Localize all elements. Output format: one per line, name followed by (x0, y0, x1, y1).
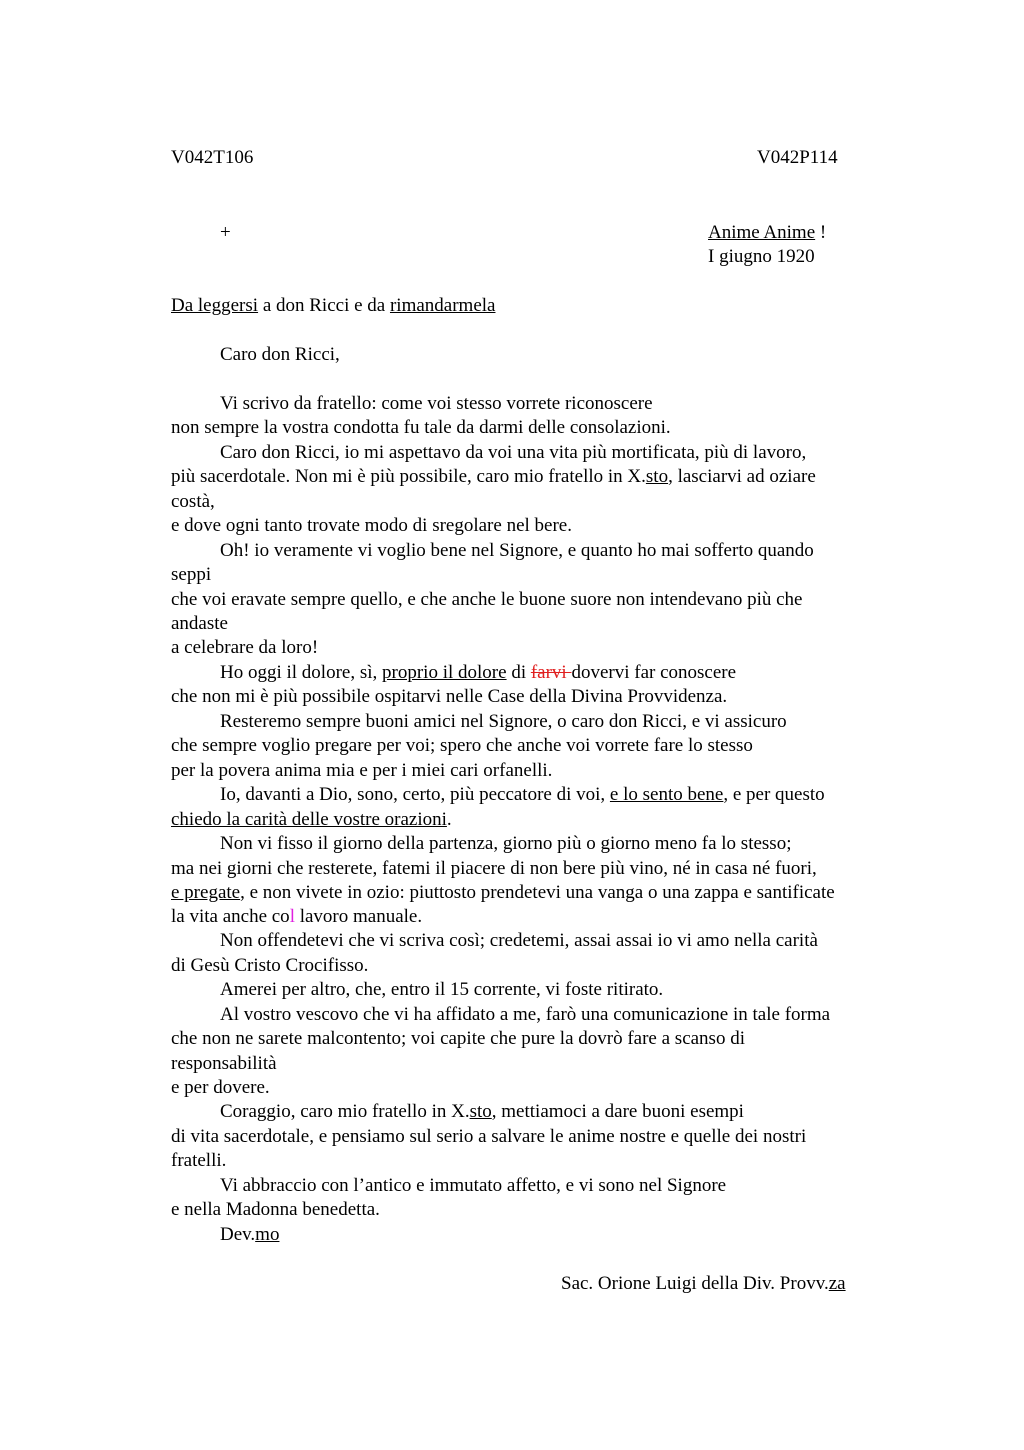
deleted-text: farvi (530, 662, 572, 683)
body-line: responsabilità (171, 1053, 277, 1074)
body-span: mo (255, 1224, 280, 1245)
body-line: e nella Madonna benedetta. (171, 1199, 380, 1220)
body-line (220, 1100, 744, 1124)
body-span: , e non vivete in ozio: piuttosto prendetevi una vanga o una zappa e santificate (240, 882, 835, 903)
body-line: che sempre voglio pregare per voi; spero che anche voi vorrete fare lo stesso (171, 735, 753, 756)
body-line (171, 905, 422, 929)
body-span: Coraggio, caro mio fratello in X. (220, 1101, 470, 1122)
instruction-part: a don Ricci e da (258, 295, 390, 316)
body-span: . (446, 809, 452, 830)
inserted-letter: l (289, 906, 295, 927)
body-span: e lo sento bene (609, 784, 724, 805)
body-span: dovervi far conoscere (571, 662, 737, 683)
body-span: chiedo la carità delle vostre orazioni (171, 809, 447, 830)
body-span: Io, davanti a Dio, sono, certo, più peccatore di voi, (220, 784, 610, 805)
body-line (171, 808, 452, 832)
archive-code-left: V042T106 (171, 147, 254, 168)
motto-exclamation: ! (815, 222, 827, 243)
body-line: andaste (171, 613, 228, 634)
body-span: sto (469, 1101, 492, 1122)
body-line: seppi (171, 564, 212, 585)
body-line: Amerei per altro, che, entro il 15 corrente, vi foste ritirato. (220, 979, 664, 1000)
signature-abbrev: za (828, 1273, 846, 1294)
body-line: che non mi è più possibile ospitarvi nelle Case della Divina Provvidenza. (171, 686, 728, 707)
body-line: Vi abbraccio con l’antico e immutato affetto, e vi sono nel Signore (220, 1175, 727, 1196)
body-line: di Gesù Cristo Crocifisso. (171, 955, 369, 976)
body-line: che voi eravate sempre quello, e che anche le buone suore non intendevano più che (171, 589, 803, 610)
body-span: , e per questo (723, 784, 825, 805)
body-span: sto (645, 466, 669, 487)
cross-mark: + (220, 222, 231, 243)
salutation: Caro don Ricci, (220, 344, 340, 365)
body-span: lavoro manuale. (294, 906, 423, 927)
body-line (171, 465, 816, 489)
body-line: che non ne sarete malcontento; voi capite che pure la dovrò fare a scanso di (171, 1028, 745, 1049)
body-span: proprio il dolore (382, 662, 507, 683)
body-line: Vi scrivo da fratello: come voi stesso vorrete riconoscere (220, 393, 653, 414)
instruction-part: Da leggersi (171, 295, 259, 316)
body-line: a celebrare da loro! (171, 637, 319, 658)
body-line: ma nei giorni che resterete, fatemi il piacere di non bere più vino, né in casa né fuori, (171, 858, 817, 879)
body-line (171, 881, 835, 905)
letter-date: I giugno 1920 (708, 246, 815, 267)
body-span: e pregate (171, 882, 241, 903)
body-line: e per dovere. (171, 1077, 270, 1098)
body-line: non sempre la vostra condotta fu tale da darmi delle consolazioni. (171, 417, 671, 438)
body-line: costà, (171, 491, 215, 512)
motto-text: Anime Anime (708, 222, 816, 243)
body-line: Al vostro vescovo che vi ha affidato a me, farò una comunicazione in tale forma (220, 1004, 831, 1025)
closing-line (220, 1223, 279, 1247)
body-line: per la povera anima mia e per i miei cari orfanelli. (171, 760, 553, 781)
body-line: Oh! io veramente vi voglio bene nel Signore, e quanto ho mai sofferto quando (220, 540, 814, 561)
body-line (220, 661, 736, 685)
body-line (220, 783, 825, 807)
instruction-line (171, 294, 495, 318)
signature (561, 1272, 846, 1296)
body-span: la vita anche co (171, 906, 290, 927)
archive-code-right: V042P114 (757, 147, 838, 168)
body-line: e dove ogni tanto trovate modo di sregolare nel bere. (171, 515, 572, 536)
body-line: Caro don Ricci, io mi aspettavo da voi una vita più mortificata, più di lavoro, (220, 442, 807, 463)
body-line: Resteremo sempre buoni amici nel Signore, o caro don Ricci, e vi assicuro (220, 711, 787, 732)
body-line: Non offendetevi che vi scriva così; credetemi, assai assai io vi amo nella carità (220, 930, 818, 951)
body-line: Non vi fisso il giorno della partenza, giorno più o giorno meno fa lo stesso; (220, 833, 792, 854)
body-span: di (506, 662, 531, 683)
body-line: di vita sacerdotale, e pensiamo sul serio a salvare le anime nostre e quelle dei nostri (171, 1126, 807, 1147)
body-span: , mettiamoci a dare buoni esempi (491, 1101, 744, 1122)
body-span: Ho oggi il dolore, sì, (220, 662, 383, 683)
signature-text: Sac. Orione Luigi della Div. Provv. (561, 1273, 829, 1294)
instruction-part: rimandarmela (389, 295, 496, 316)
body-line: fratelli. (171, 1150, 227, 1171)
body-span: Dev. (220, 1224, 256, 1245)
body-span: , lasciarvi ad oziare (668, 466, 816, 487)
motto (708, 221, 826, 245)
body-span: più sacerdotale. Non mi è più possibile, caro mio fratello in X. (171, 466, 646, 487)
